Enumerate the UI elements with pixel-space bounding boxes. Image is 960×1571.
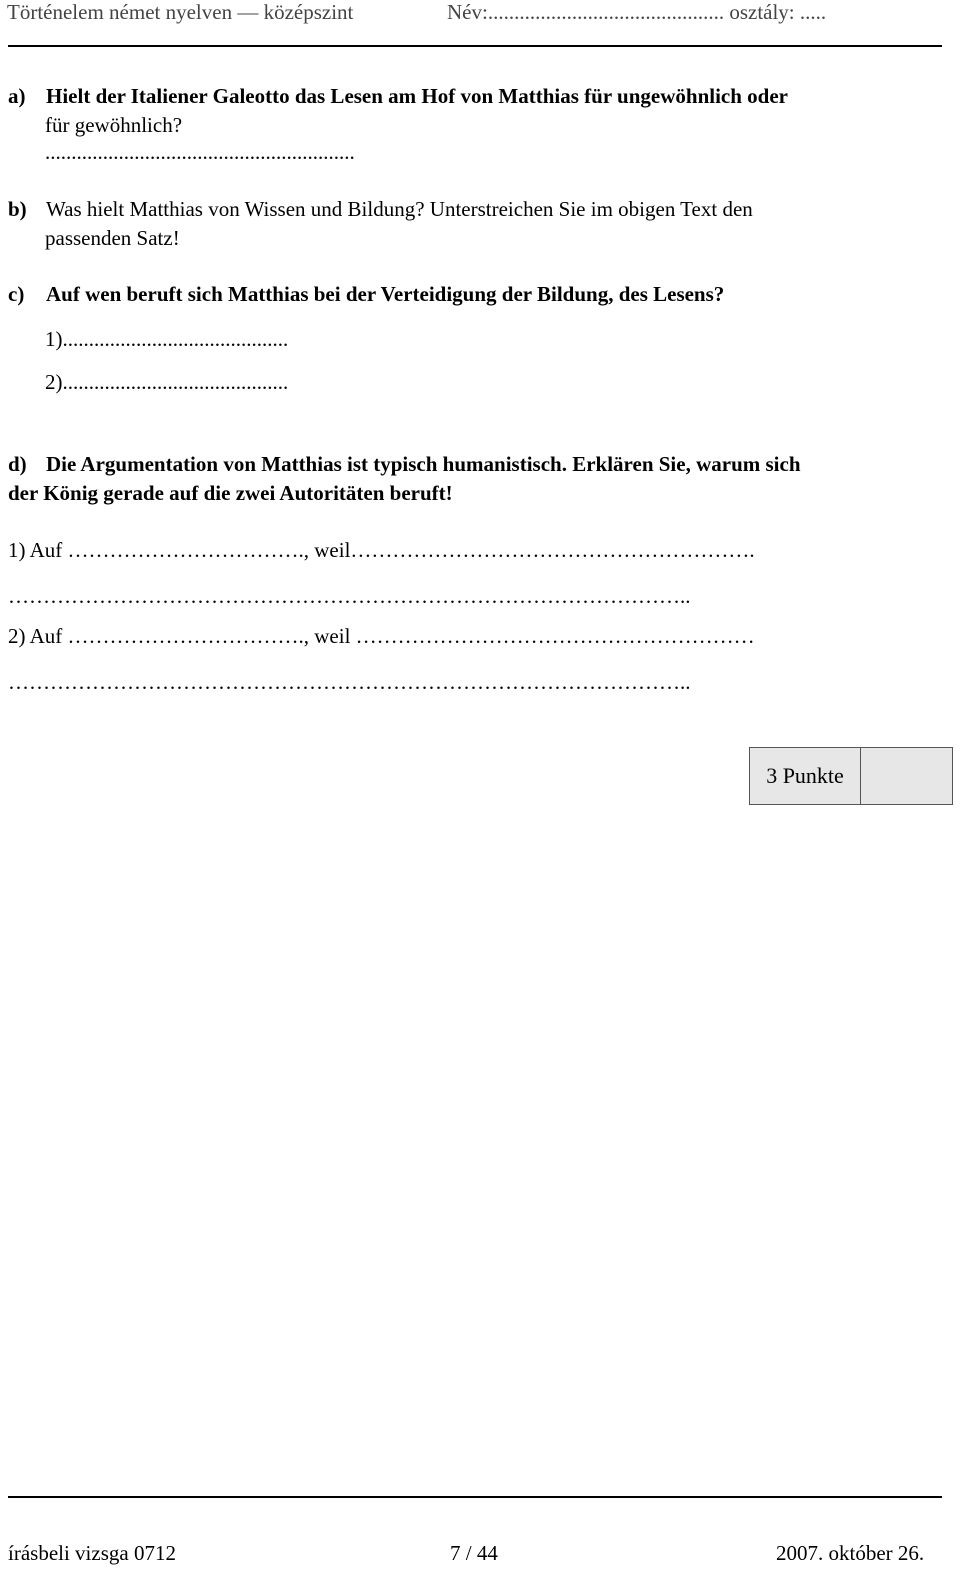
question-c-text: Auf wen beruft sich Matthias bei der Verteidigung der Bildung, des Lesens? xyxy=(46,282,725,306)
question-c-answer-1[interactable]: 1)........................................... xyxy=(45,327,289,351)
question-a-line2: für gewöhnlich? xyxy=(45,113,183,137)
header-divider xyxy=(8,45,942,47)
question-d-answer-2[interactable]: 2) Auf ……………………………., weil ………………………………………………… xyxy=(8,624,755,648)
footer-exam-code: írásbeli vizsga 0712 xyxy=(8,1541,176,1565)
score-box xyxy=(749,747,953,805)
question-d-answer-2-continued[interactable]: …………………………………………………………………………………….. xyxy=(8,670,691,694)
footer-page-number: 7 / 44 xyxy=(450,1541,498,1565)
question-b-line1-plain: Unterstreichen Sie im obigen Text den xyxy=(424,197,753,221)
question-c xyxy=(8,280,724,309)
question-a-letter: a) xyxy=(8,84,26,108)
question-b-line1-bold: Was hielt Matthias von Wissen und Bildung? xyxy=(46,197,425,221)
question-a-answer-line[interactable]: ........................................................... xyxy=(45,140,355,164)
question-a xyxy=(8,82,788,111)
question-d-letter: d) xyxy=(8,452,27,476)
score-input-cell[interactable] xyxy=(861,748,952,804)
question-c-answer-2[interactable]: 2)........................................... xyxy=(45,370,289,394)
question-a-line1: Hielt der Italiener Galeotto das Lesen am Hof von Matthias für ungewöhnlich oder xyxy=(46,84,788,108)
question-b xyxy=(8,195,753,224)
question-c-letter: c) xyxy=(8,282,25,306)
score-label: 3 Punkte xyxy=(750,748,861,804)
footer-divider xyxy=(8,1496,942,1498)
question-d-line2: der König gerade auf die zwei Autoritäten beruft! xyxy=(8,481,453,505)
header-name-class-fields: Név:............................................. osztály: ..... xyxy=(447,0,827,24)
question-d-answer-1[interactable]: 1) Auf ……………………………., weil…………………………………………………. xyxy=(8,538,755,562)
footer-date: 2007. október 26. xyxy=(776,1541,925,1565)
question-b-letter: b) xyxy=(8,197,27,221)
question-d-line1: Die Argumentation von Matthias ist typisch humanistisch. Erklären Sie, warum sich xyxy=(46,452,801,476)
question-d-answer-1-continued[interactable]: …………………………………………………………………………………….. xyxy=(8,584,691,608)
question-b-line2: passenden Satz! xyxy=(45,226,180,250)
question-d xyxy=(8,450,801,479)
header-subject: Történelem német nyelven — középszint xyxy=(7,0,354,24)
